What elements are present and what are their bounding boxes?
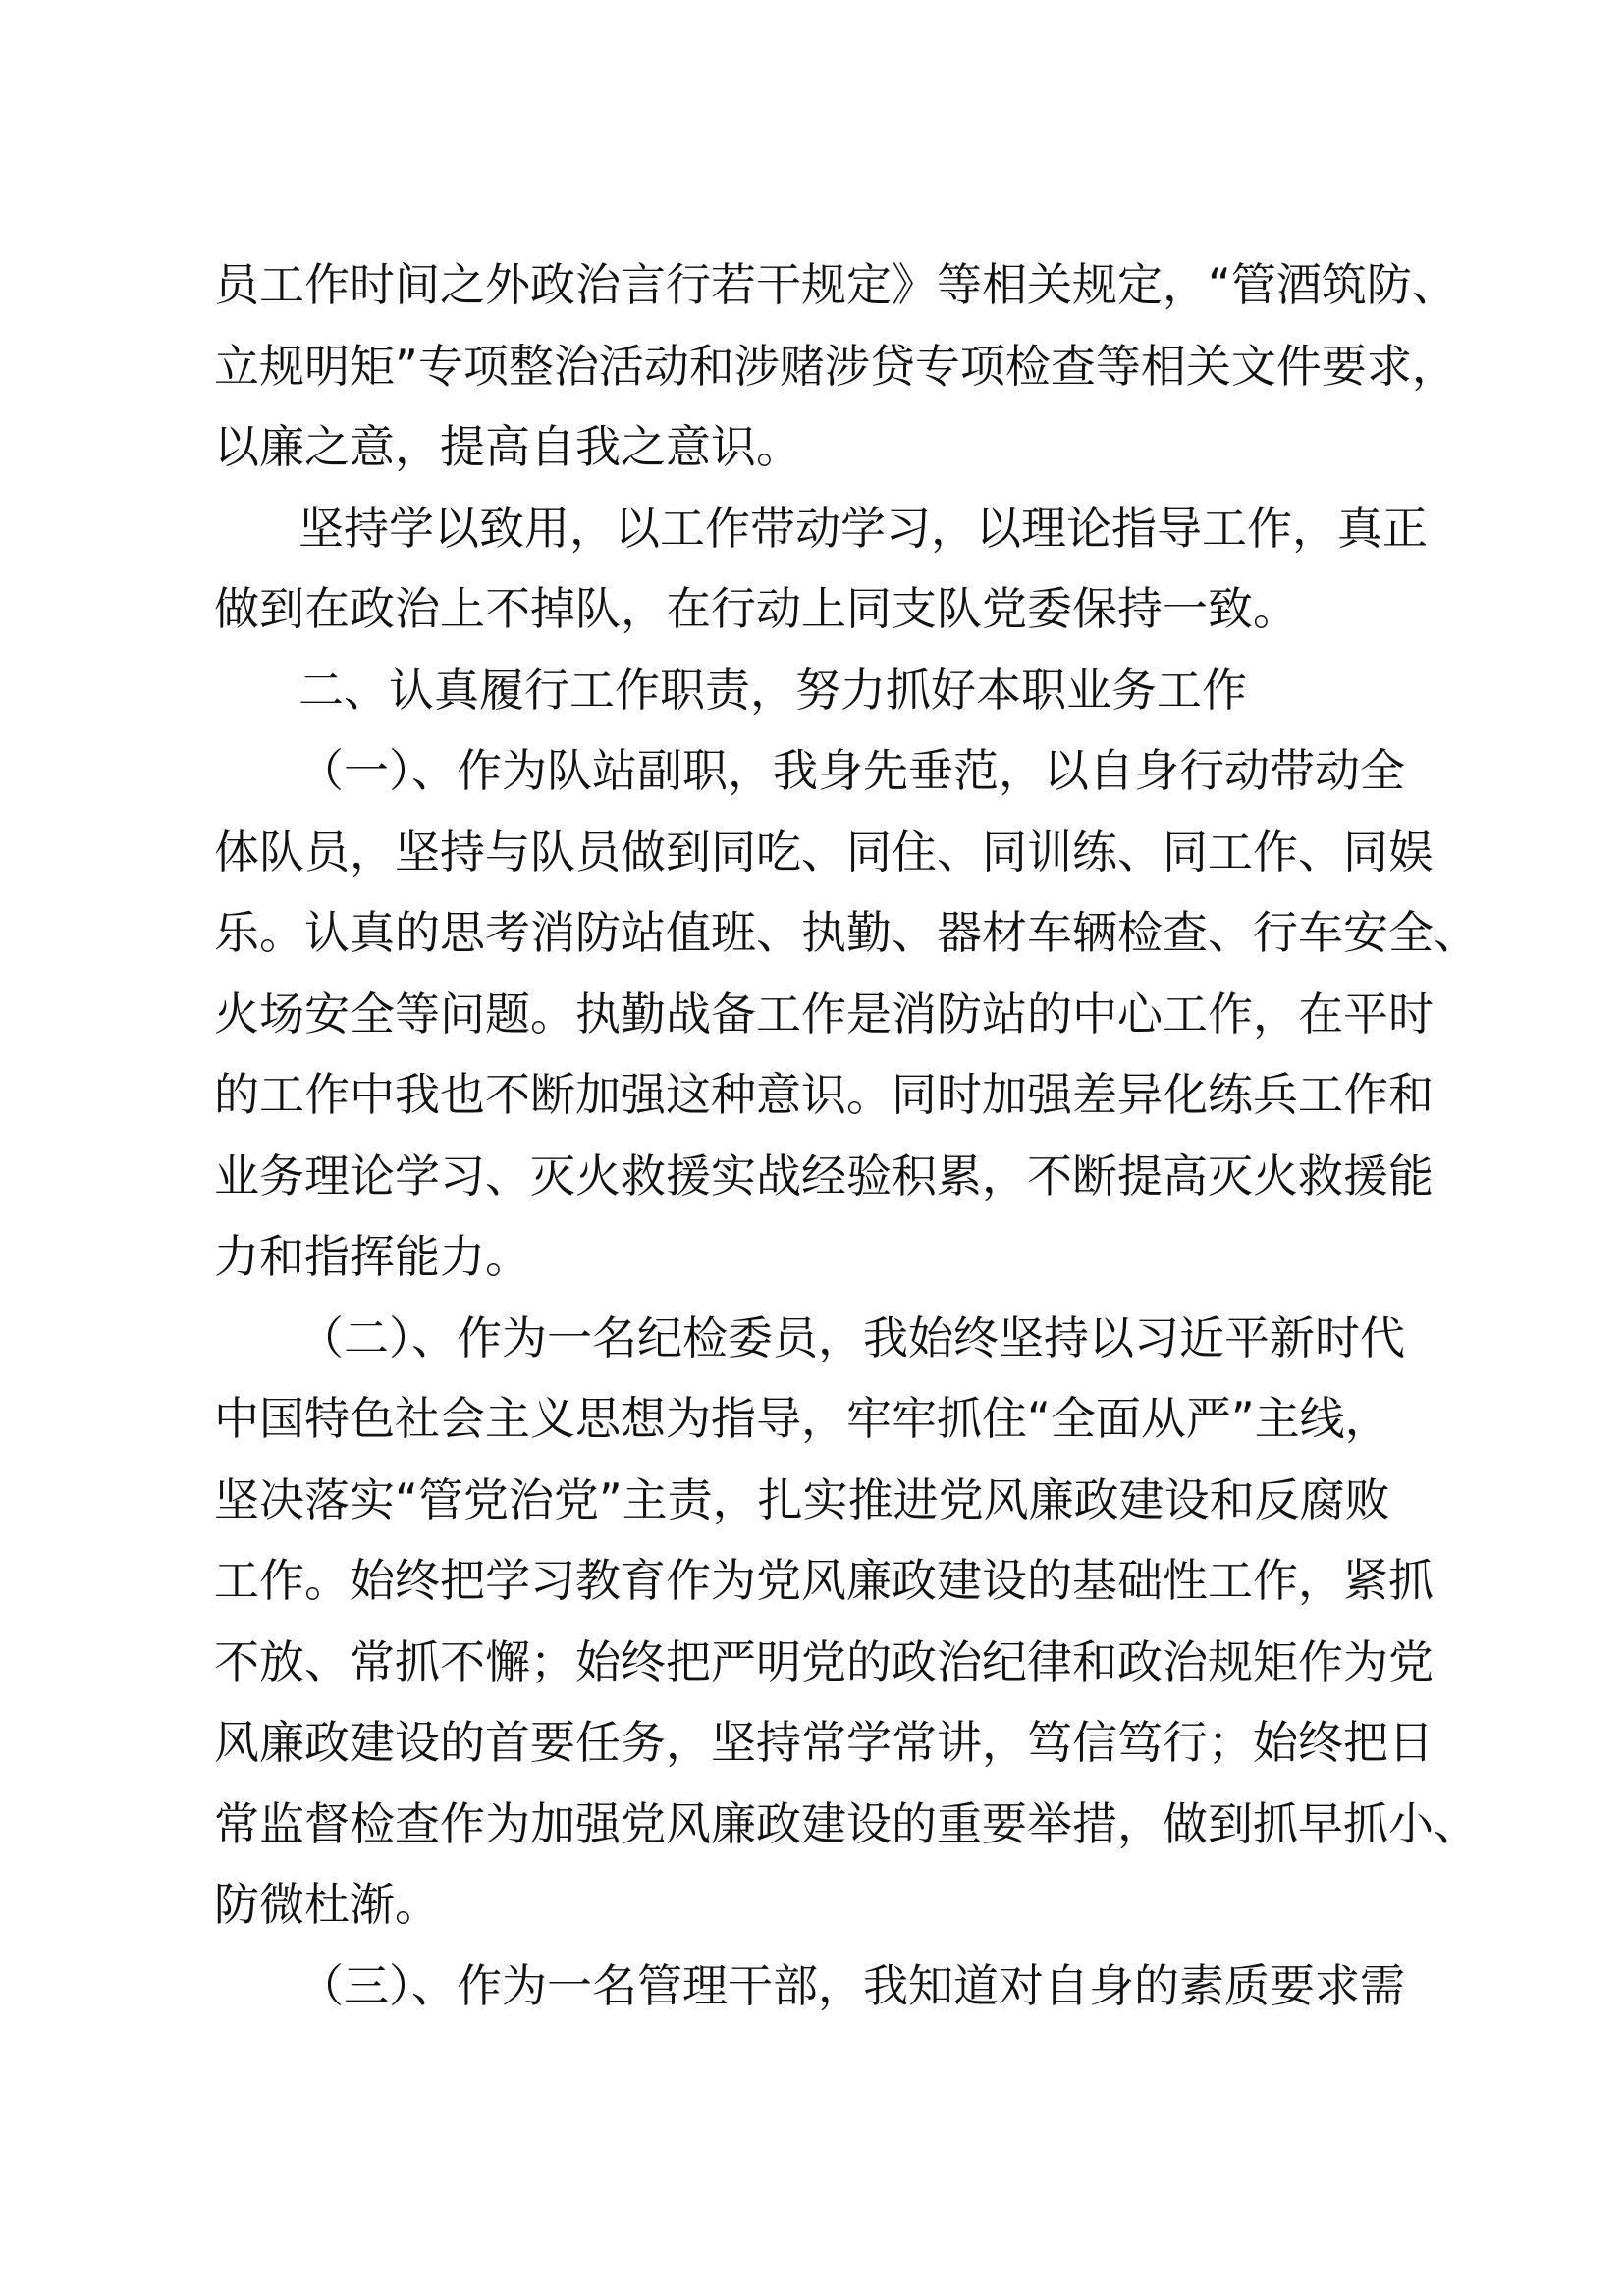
text-line: 力和指挥能力。: [214, 1230, 530, 1283]
text-line: 火场安全等问题。执勤战备工作是消防站的中心工作，在平时: [214, 987, 1434, 1041]
text-line: 坚决落实“管党治党”主责，扎实推进党风廉政建设和反腐败: [214, 1472, 1390, 1526]
text-line: （一）、作为队站副职，我身先垂范，以自身行动带动全: [298, 744, 1405, 797]
text-line: 体队员，坚持与队员做到同吃、同住、同训练、同工作、同娱: [214, 825, 1434, 879]
text-line: 中国特色社会主义思想为指导，牢牢抓住“全面从严”主线，: [214, 1392, 1390, 1445]
text-line: 不放、常抓不懈；始终把严明党的政治纪律和政治规矩作为党: [214, 1634, 1434, 1688]
text-line: 立规明矩”专项整治活动和涉赌涉贷专项检查等相关文件要求，: [214, 339, 1457, 393]
text-line: 的工作中我也不断加强这种意识。同时加强差异化练兵工作和: [214, 1068, 1434, 1121]
text-line: 防微杜渐。: [214, 1878, 440, 1931]
text-line: 风廉政建设的首要任务，坚持常学常讲，笃信笃行；始终把日: [214, 1716, 1434, 1769]
text-line: 二、认真履行工作职责，努力抓好本职业务工作: [298, 663, 1247, 717]
text-line: 乐。认真的思考消防站值班、执勤、器材车辆检查、行车安全、: [214, 906, 1479, 959]
text-line: 工作。始终把学习教育作为党风廉政建设的基础性工作，紧抓: [214, 1554, 1434, 1607]
text-line: 坚持学以致用，以工作带动学习，以理论指导工作，真正: [298, 501, 1428, 555]
text-line: 做到在政治上不掉队，在行动上同支队党委保持一致。: [214, 582, 1298, 635]
text-line: 员工作时间之外政治言行若干规定》等相关规定，“管酒筑防、: [214, 258, 1457, 311]
text-line: 以廉之意，提高自我之意识。: [214, 420, 801, 473]
text-line: 常监督检查作为加强党风廉政建设的重要举措，做到抓早抓小、: [214, 1796, 1479, 1850]
text-line: 业务理论学习、灭火救援实战经验积累，不断提高灭火救援能: [214, 1148, 1434, 1202]
text-line: （三）、作为一名管理干部，我知道对自身的素质要求需: [298, 1958, 1405, 2012]
text-line: （二）、作为一名纪检委员，我始终坚持以习近平新时代: [298, 1310, 1405, 1364]
document-body: [214, 244, 1479, 2026]
